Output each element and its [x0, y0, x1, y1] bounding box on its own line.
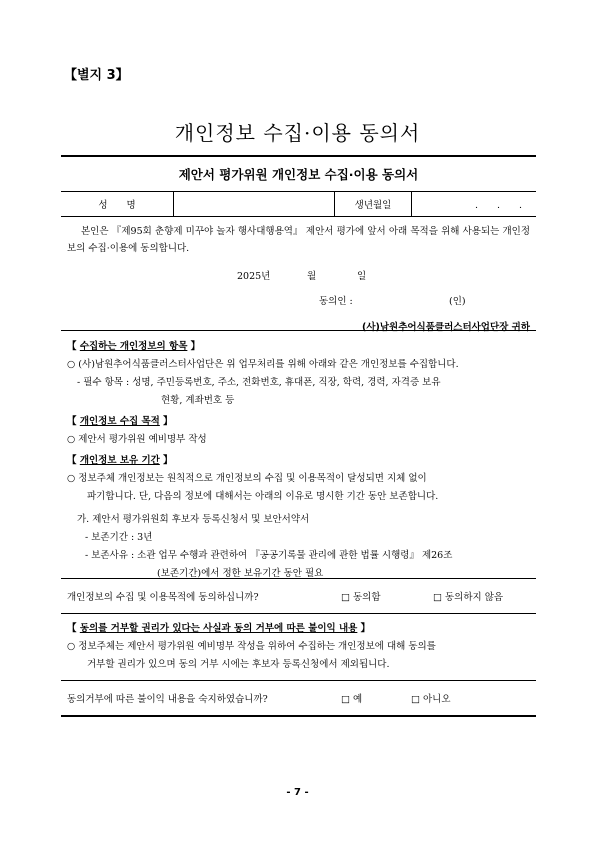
signer-label: 동의인 : — [319, 296, 353, 307]
date-day: 일 — [357, 271, 367, 282]
items-line-1: ○ (사)남원추어식품클러스터사업단은 위 업무처리를 위해 아래와 같은 개인정보를 수집합니다. — [67, 359, 459, 370]
retention-line-6: (보존기간)에서 정한 보유기간 동안 필요 — [157, 568, 324, 579]
items-line-2: - 필수 항목 : 성명, 주민등록번호, 주소, 전화번호, 휴대폰, 직장, 학력, 경력, 자격증 보유 — [77, 377, 441, 388]
consent-form — [61, 155, 536, 717]
refusal-section — [61, 614, 536, 681]
name-birth-row — [61, 192, 536, 217]
retention-line-1: ○ 정보주체 개인정보는 원칙적으로 개인정보의 수집 및 이용목적이 달성되면 지체 없이 — [67, 473, 427, 484]
form-header: 제안서 평가위원 개인정보 수집·이용 동의서 — [61, 157, 536, 192]
disagree-checkbox[interactable]: □ 동의하지 않음 — [433, 592, 504, 603]
section-heading-purpose: 【 개인정보 수집 목적 】 — [67, 416, 173, 427]
seal-label: (인) — [449, 296, 466, 307]
acknowledge-question-row — [61, 681, 536, 715]
refusal-line-1: ○ 정보주체는 제안서 평가위원 예비명부 작성을 위하여 수집하는 개인정보에 대해 동의를 — [67, 641, 436, 652]
consent-question-row — [61, 579, 536, 614]
yes-checkbox[interactable]: □ 예 — [341, 694, 363, 705]
name-label: 성 명 — [61, 192, 174, 216]
retention-line-3: 가. 제안서 평가위원회 후보자 등록신청서 및 보안서약서 — [77, 514, 310, 525]
birth-label: 생년월일 — [335, 192, 412, 216]
purpose-line-1: ○ 제안서 평가위원 예비명부 작성 — [67, 434, 207, 445]
agree-checkbox[interactable]: □ 동의함 — [341, 592, 381, 603]
date-month: 월 — [307, 271, 317, 282]
retention-line-4: - 보존기간 : 3년 — [85, 532, 153, 543]
annex-label: 【별지 3】 — [64, 68, 129, 83]
consent-statement: 본인은 『제95회 춘향제 미꾸야 놀자 행사대행용역』 제안서 평가에 앞서 아래 목적을 위해 사용되는 개인정보의 수집·이용에 동의합니다. — [67, 226, 530, 254]
acknowledge-question: 동의거부에 따른 불이익 내용을 숙지하였습니까? — [67, 694, 268, 705]
section-heading-items: 【 수집하는 개인정보의 항목 】 — [67, 341, 201, 352]
items-line-3: 현황, 계좌번호 등 — [161, 395, 235, 406]
section-heading-retention: 【 개인정보 보유 기간 】 — [67, 455, 173, 466]
page-number: - 7 - — [286, 787, 309, 798]
addressee: (사)남원추어식품클러스터사업단장 귀하 — [361, 322, 530, 333]
retention-line-2: 파기합니다. 단, 다음의 정보에 대해서는 아래의 이유로 명시한 기간 동안 보존합니다. — [87, 491, 439, 502]
consent-statement-block — [61, 217, 536, 331]
name-field[interactable] — [174, 192, 335, 216]
section-heading-refusal: 【 동의를 거부할 권리가 있다는 사실과 동의 거부에 따른 불이익 내용 】 — [67, 623, 371, 634]
no-checkbox[interactable]: □ 아니오 — [411, 694, 451, 705]
date-year: 2025년 — [237, 271, 271, 282]
retention-line-5: - 보존사유 : 소관 업무 수행과 관련하여 『공공기록물 관리에 관한 법률 시행령』 제26조 — [85, 550, 453, 561]
refusal-line-2: 거부할 권리가 있으며 동의 거부 시에는 후보자 등록신청에서 제외됩니다. — [87, 659, 390, 670]
document-title: 개인정보 수집·이용 동의서 — [174, 121, 421, 145]
consent-question: 개인정보의 수집 및 이용목적에 동의하십니까? — [67, 592, 259, 603]
info-sections — [61, 331, 536, 579]
birth-field[interactable]: . . . — [474, 200, 522, 211]
